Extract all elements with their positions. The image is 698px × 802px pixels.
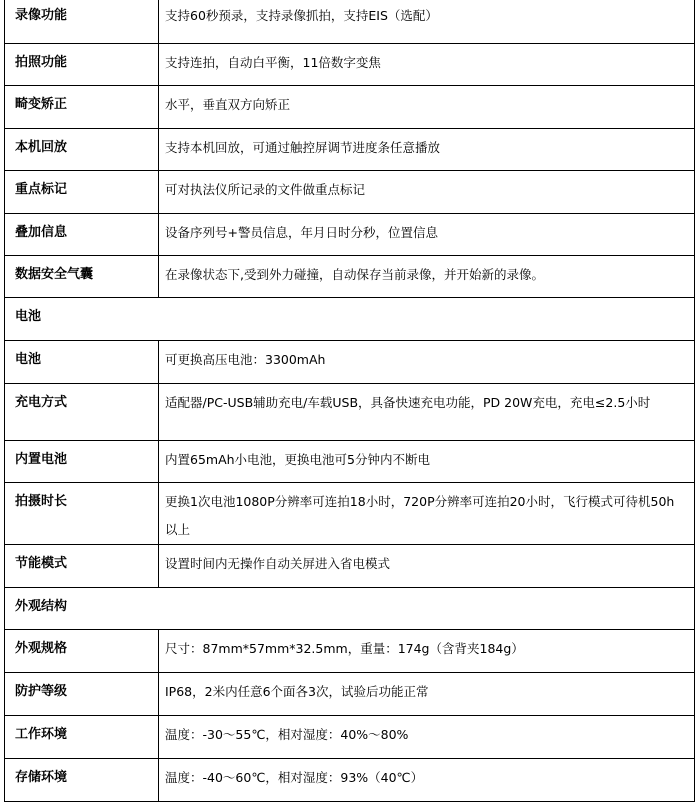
spec-value-cell [159,171,695,214]
spec-key: 节能模式 [5,545,159,588]
spec-row [5,44,695,86]
section-row [5,588,695,630]
spec-table [4,0,695,802]
spec-value: IP68，2米内任意6个面各3次，试验后功能正常 [165,684,429,699]
spec-key: 叠加信息 [5,214,159,256]
spec-value: 在录像状态下,受到外力碰撞，自动保存当前录像，并开始新的录像。 [165,267,544,282]
spec-key: 存储环境 [5,759,159,802]
spec-row [5,86,695,129]
spec-value-cell [159,630,695,673]
spec-row [5,256,695,298]
spec-row [5,483,695,545]
spec-key: 拍摄时长 [5,483,159,545]
spec-key: 工作环境 [5,716,159,759]
spec-value-cell [159,0,695,44]
spec-value-cell [159,341,695,384]
spec-key: 拍照功能 [5,44,159,86]
spec-row [5,171,695,214]
spec-row [5,129,695,171]
spec-table-body [5,0,695,802]
spec-value-cell [159,483,695,545]
spec-row [5,214,695,256]
spec-value: 尺寸：87mm*57mm*32.5mm，重量：174g（含背夹184g） [165,641,524,656]
spec-value-cell [159,441,695,483]
spec-value: 温度：-40～60℃，相对湿度：93%（40℃） [165,770,424,785]
spec-value: 水平，垂直双方向矫正 [165,97,291,112]
spec-value-cell [159,256,695,298]
spec-value-cell [159,545,695,588]
spec-row [5,716,695,759]
spec-value-cell [159,86,695,129]
spec-key: 电池 [5,341,159,384]
spec-key: 内置电池 [5,441,159,483]
spec-value-cell [159,716,695,759]
spec-value: 设备序列号+警员信息，年月日时分秒，位置信息 [165,225,438,240]
spec-value: 适配器/PC-USB辅助充电/车载USB，具备快速充电功能，PD 20W充电，充电≤2.5小时 [165,395,651,410]
spec-key: 录像功能 [5,0,159,44]
section-heading: 外观结构 [5,588,695,630]
spec-value: 可更换高压电池：3300mAh [165,352,326,367]
spec-value: 可对执法仪所记录的文件做重点标记 [165,182,366,197]
spec-key: 重点标记 [5,171,159,214]
spec-value: 支持连拍，自动白平衡，11倍数字变焦 [165,55,381,70]
spec-row [5,759,695,802]
spec-value: 支持60秒预录，支持录像抓拍，支持EIS（选配） [165,8,438,23]
spec-row [5,673,695,716]
spec-row [5,384,695,441]
spec-key: 数据安全气囊 [5,256,159,298]
spec-row [5,441,695,483]
section-row [5,298,695,341]
spec-value-cell [159,214,695,256]
spec-value: 温度：-30～55℃，相对湿度：40%～80% [165,727,409,742]
spec-key: 外观规格 [5,630,159,673]
spec-key: 充电方式 [5,384,159,441]
spec-value-cell [159,129,695,171]
spec-value-cell [159,384,695,441]
spec-value-cell [159,759,695,802]
spec-key: 防护等级 [5,673,159,716]
spec-value: 设置时间内无操作自动关屏进入省电模式 [165,556,391,571]
spec-value: 更换1次电池1080P分辨率可连拍18小时，720P分辨率可连拍20小时，飞行模式可待机50h以上 [165,494,675,537]
spec-value-cell [159,673,695,716]
spec-value: 内置65mAh小电池，更换电池可5分钟内不断电 [165,452,431,467]
spec-value: 支持本机回放，可通过触控屏调节进度条任意播放 [165,140,441,155]
spec-row [5,0,695,44]
spec-row [5,341,695,384]
spec-key: 本机回放 [5,129,159,171]
spec-row [5,545,695,588]
spec-value-cell [159,44,695,86]
section-heading: 电池 [5,298,695,341]
spec-key: 畸变矫正 [5,86,159,129]
spec-row [5,630,695,673]
